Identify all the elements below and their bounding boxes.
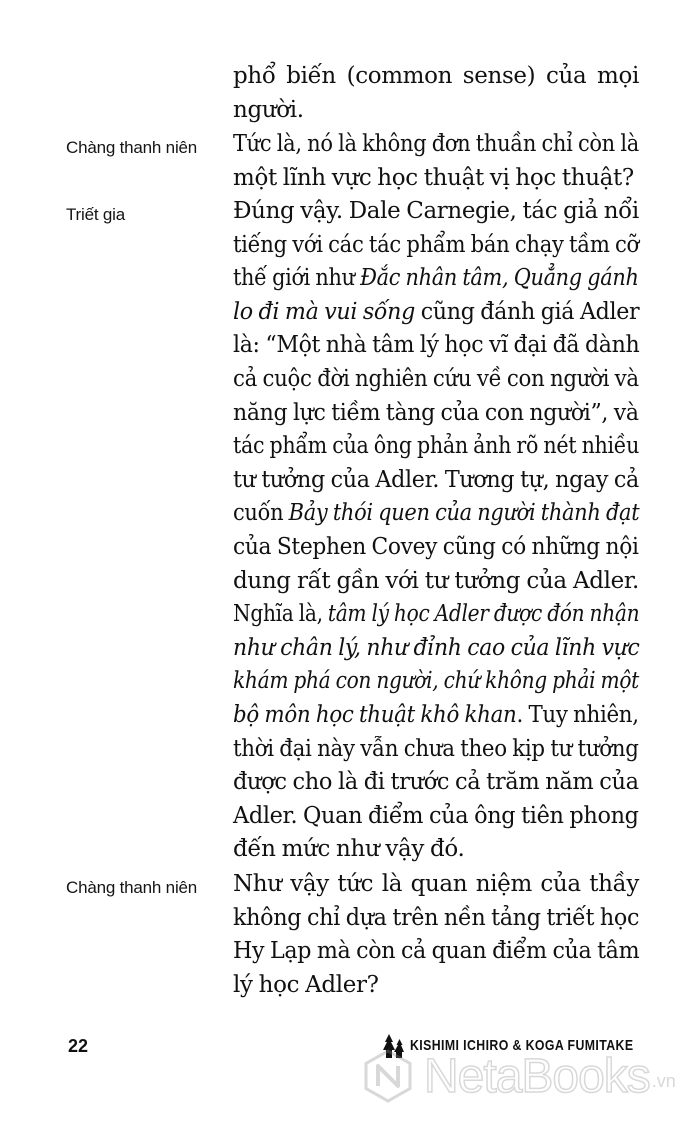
text-run: Như vậy tức là quan niệm của thầy bbox=[233, 871, 639, 897]
text-line bbox=[233, 497, 640, 531]
text-line bbox=[233, 128, 639, 162]
text-line bbox=[233, 902, 640, 936]
text-run: Đúng vậy. Dale Carnegie, tác giả nổi bbox=[233, 198, 639, 224]
text-line bbox=[233, 766, 639, 800]
text-line bbox=[233, 430, 640, 464]
text-line bbox=[233, 665, 639, 699]
text-line bbox=[233, 632, 640, 666]
text-line bbox=[233, 60, 639, 94]
text-run: được cho là đi trước cả trăm năm của bbox=[233, 769, 639, 796]
text-line bbox=[233, 296, 640, 330]
text-run: Adler. Quan điểm của ông tiên phong bbox=[233, 802, 639, 829]
page-number: 22 bbox=[68, 1036, 89, 1056]
italic-text: khám phá con người, chứ không phải một bbox=[233, 668, 639, 695]
text-run: của Stephen Covey cũng có những nội bbox=[233, 533, 639, 560]
text-run: . Tuy nhiên, bbox=[516, 701, 639, 728]
text-run: người. bbox=[233, 96, 304, 123]
text-run: tiếng với các tác phẩm bán chạy tầm cỡ bbox=[233, 231, 639, 258]
text-run: tác phẩm của ông phản ảnh rõ nét nhiều bbox=[233, 433, 640, 460]
italic-text: bộ môn học thuật khô khan bbox=[233, 701, 517, 728]
text-line bbox=[233, 531, 639, 565]
text-line bbox=[233, 195, 638, 229]
text-run: tư tưởng của Adler. Tương tự, ngay cả bbox=[233, 466, 639, 493]
italic-text: Đắc nhân tâm, Quẳng gánh bbox=[360, 265, 639, 292]
text-run: cuốn bbox=[233, 500, 289, 527]
text-run: dung rất gần với tư tưởng của Adler. bbox=[233, 567, 639, 594]
speaker-label-young-man: Chàng thanh niên bbox=[66, 138, 198, 157]
text-run: một lĩnh vực học thuật vị học thuật? bbox=[233, 164, 634, 191]
text-line bbox=[233, 94, 639, 128]
paragraph-young-man-followup bbox=[233, 868, 639, 1002]
text-line bbox=[233, 464, 639, 498]
italic-text: tâm lý học Adler được đón nhận bbox=[327, 601, 640, 628]
netabooks-logo-icon bbox=[360, 1048, 416, 1104]
text-run: Tức là, nó là không đơn thuần chỉ còn là bbox=[233, 131, 639, 157]
text-line bbox=[233, 935, 640, 969]
speaker-label-philosopher: Triết gia bbox=[66, 205, 125, 224]
text-line bbox=[233, 969, 639, 1003]
text-run: thế giới như bbox=[233, 265, 361, 292]
text-run: đến mức như vậy đó. bbox=[233, 836, 465, 863]
text-line bbox=[233, 565, 639, 599]
text-run: Nghĩa là, bbox=[233, 601, 328, 628]
text-run: thời đại này vẫn chưa theo kịp tư tưởng bbox=[233, 735, 639, 762]
text-run: cả cuộc đời nghiên cứu về con người và bbox=[233, 365, 639, 392]
text-line bbox=[233, 800, 639, 834]
text-run: cũng đánh giá Adler bbox=[414, 298, 640, 325]
paragraph-young-man-question bbox=[233, 128, 639, 195]
text-line bbox=[233, 262, 639, 296]
italic-text: như chân lý, như đỉnh cao của lĩnh vực bbox=[233, 634, 640, 661]
text-line bbox=[233, 868, 639, 902]
paragraph-continuation bbox=[233, 60, 639, 127]
text-line bbox=[233, 397, 639, 431]
watermark bbox=[360, 1048, 676, 1104]
text-line bbox=[233, 833, 639, 867]
text-line bbox=[233, 699, 639, 733]
running-head-authors: KISHIMI ICHIRO & KOGA FUMITAKE bbox=[410, 1036, 634, 1054]
text-line bbox=[233, 162, 639, 196]
text-run: Hy Lạp mà còn cả quan điểm của tâm bbox=[233, 938, 640, 965]
text-line bbox=[233, 733, 639, 767]
text-run: lý học Adler? bbox=[233, 971, 379, 998]
speaker-label-young-man-2: Chàng thanh niên bbox=[66, 878, 198, 897]
text-line bbox=[233, 363, 639, 397]
italic-text: Bảy thói quen của người thành đạt bbox=[288, 500, 640, 527]
text-run: không chỉ dựa trên nền tảng triết học bbox=[233, 904, 640, 931]
text-run: là: “Một nhà tâm lý học vĩ đại đã dành bbox=[233, 332, 640, 359]
text-line bbox=[233, 598, 640, 632]
watermark-brand: NetaBooks bbox=[424, 1049, 650, 1103]
text-line bbox=[233, 229, 639, 263]
text-run: năng lực tiềm tàng của con người”, và bbox=[233, 399, 639, 426]
paragraph-philosopher-answer bbox=[233, 195, 639, 867]
italic-text: lo đi mà vui sống bbox=[233, 298, 415, 325]
text-line bbox=[233, 329, 640, 363]
text-run: phổ biến (common sense) của mọi bbox=[233, 63, 639, 89]
watermark-tld: .vn bbox=[651, 1071, 676, 1091]
